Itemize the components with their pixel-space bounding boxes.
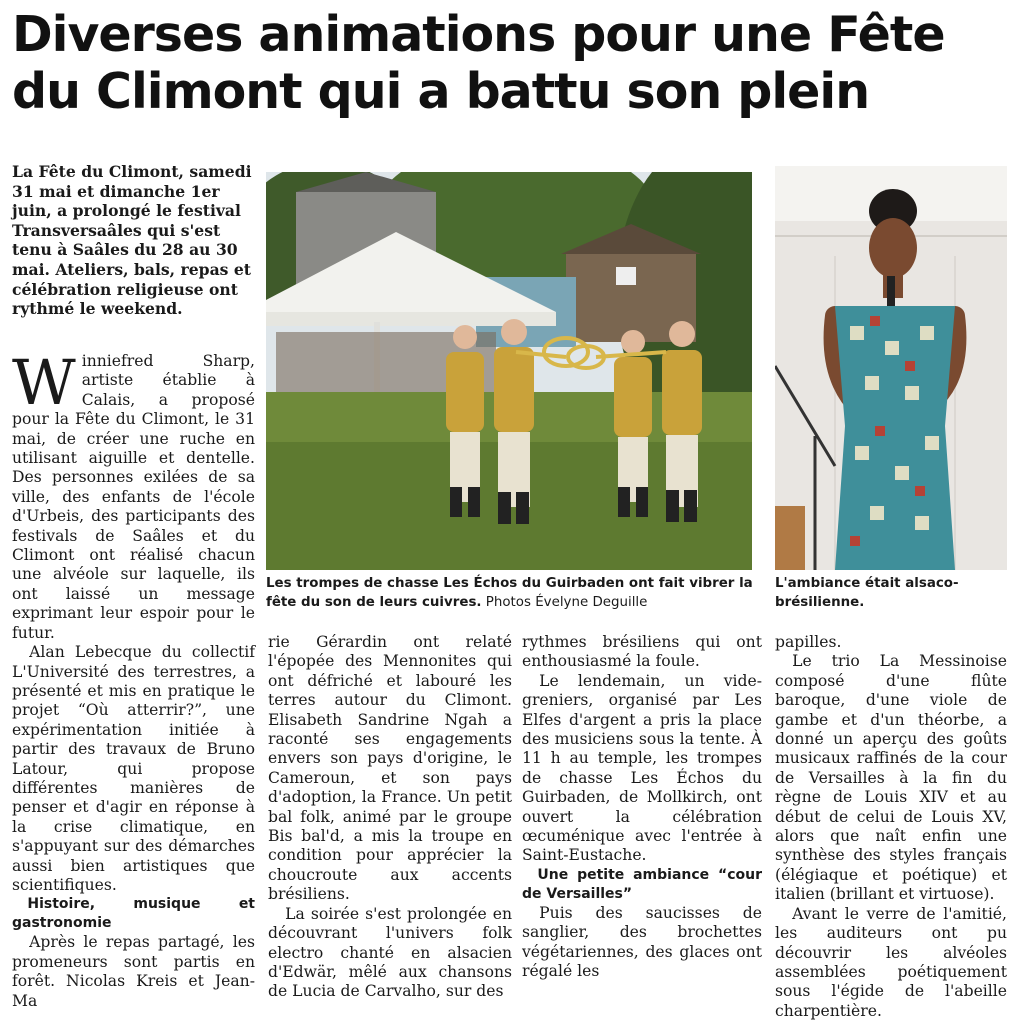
side-photo-caption: L'ambiance était alsaco-brésilienne. <box>775 576 959 610</box>
photo-horn-players <box>266 172 752 570</box>
paragraph-4: La soirée s'est prolongée en découvrant l'univers folk electro chanté en alsacien d'Edwär, mêlé aux chansons de Lucia de Carvalho, sur des <box>268 904 512 1001</box>
column-3 <box>522 633 762 982</box>
paragraph-6-start: Puis des saucisses de sanglier, des brochettes végétariennes, des glaces ont régalé les <box>522 903 762 981</box>
horn-players-illustration <box>266 172 752 570</box>
paragraph-1: Winniefred Sharp, artiste établie à Calais, a proposé pour la Fête du Climont, le 31 mai, de créer une ruche en utilisant aiguille et dentelle. Des personnes exilées de sa ville, des enfants de l'école d'Urbeis, des participants des festivals de Saâles et du Climont ont réalisé chacun une alvéole sur laquelle, ils ont laissé un message exprimant leur espoir pour le futur. <box>12 346 255 642</box>
photo-singer <box>775 166 1007 570</box>
photo-credit: Photos Évelyne Deguille <box>485 595 648 610</box>
main-photo-caption: Les trompes de chasse Les Échos du Guirbaden ont fait vibrer la fête du son de leurs cuivres. Photos Évelyne Deguille <box>266 576 753 610</box>
paragraph-3-end: rie Gérardin ont relaté l'épopée des Mennonites qui ont défriché et labouré les terres autour du Climont. Elisabeth Sandrine Ngah a raconté ses engagements envers son pays d'origine, le Cameroun, et son pays d'adoption, la France. Un petit bal folk, animé par le groupe Bis bal'd, a mis la troupe en condition pour apprécier la choucroute aux accents brésiliens. <box>268 633 512 904</box>
paragraph-2: Alan Lebecque du collectif L'Université des terrestres, a présenté et mis en pratique le projet “Où atterrir?”, une expérimentation initiée à partir des travaux de Bruno Latour, qui propose différentes manières de penser et d'agir en réponse à la crise climatique, en s'appuyant sur des démarches aussi bien artistiques que scientifiques. <box>12 643 255 894</box>
paragraph-6-end: papilles. <box>775 633 842 651</box>
subhead-history: Histoire, musique et gastronomie <box>12 896 255 932</box>
paragraph-7: Le trio La Messinoise composé d'une flûte baroque, d'une viole de gambe et d'un théorbe, a donné un aperçu des goûts musicaux raffinés de la cour de Versailles à la fin du règne de Louis XIV et au début de celui de Louis XV, alors que naît enfin une synthèse des styles français (élégiaque et poétique) et italien (brillant et virtuose). <box>775 652 1007 904</box>
lead-paragraph: La Fête du Climont, samedi 31 mai et dimanche 1er juin, a prolongé le festival Transversaâles qui s'est tenu à Saâles du 28 au 30 mai. Ateliers, bals, repas et célébration religieuse ont rythmé le weekend. <box>12 162 252 319</box>
subhead-versailles: Une petite ambiance “cour de Versailles” <box>522 866 762 902</box>
column-2 <box>268 633 512 1002</box>
paragraph-3-start: Après le repas partagé, les promeneurs sont partis en forêt. Nicolas Kreis et Jean-Ma <box>12 933 255 1010</box>
column-1 <box>12 346 255 1011</box>
headline: Diverses animations pour une Fête du Climont qui a battu son plein <box>12 6 945 120</box>
drop-cap: W <box>12 346 76 419</box>
paragraph-8: Avant le verre de l'amitié, les auditeurs ont pu découvrir les alvéoles assemblées poétiquement sous l'égide de l'abeille charpentière. <box>775 904 1007 1020</box>
paragraph-4-end: rythmes brésiliens qui ont enthousiasmé la foule. <box>522 633 762 671</box>
paragraph-5: Le lendemain, un vide-greniers, organisé par Les Elfes d'argent a pris la place des musiciens sous la tente. À 11 h au temple, les trompes de chasse Les Échos du Guirbaden, de Mollkirch, ont ouvert la célébration œcuménique avec l'entrée à Saint-Eustache. <box>522 671 762 865</box>
singer-illustration <box>775 166 1007 570</box>
column-4 <box>775 633 1007 1021</box>
